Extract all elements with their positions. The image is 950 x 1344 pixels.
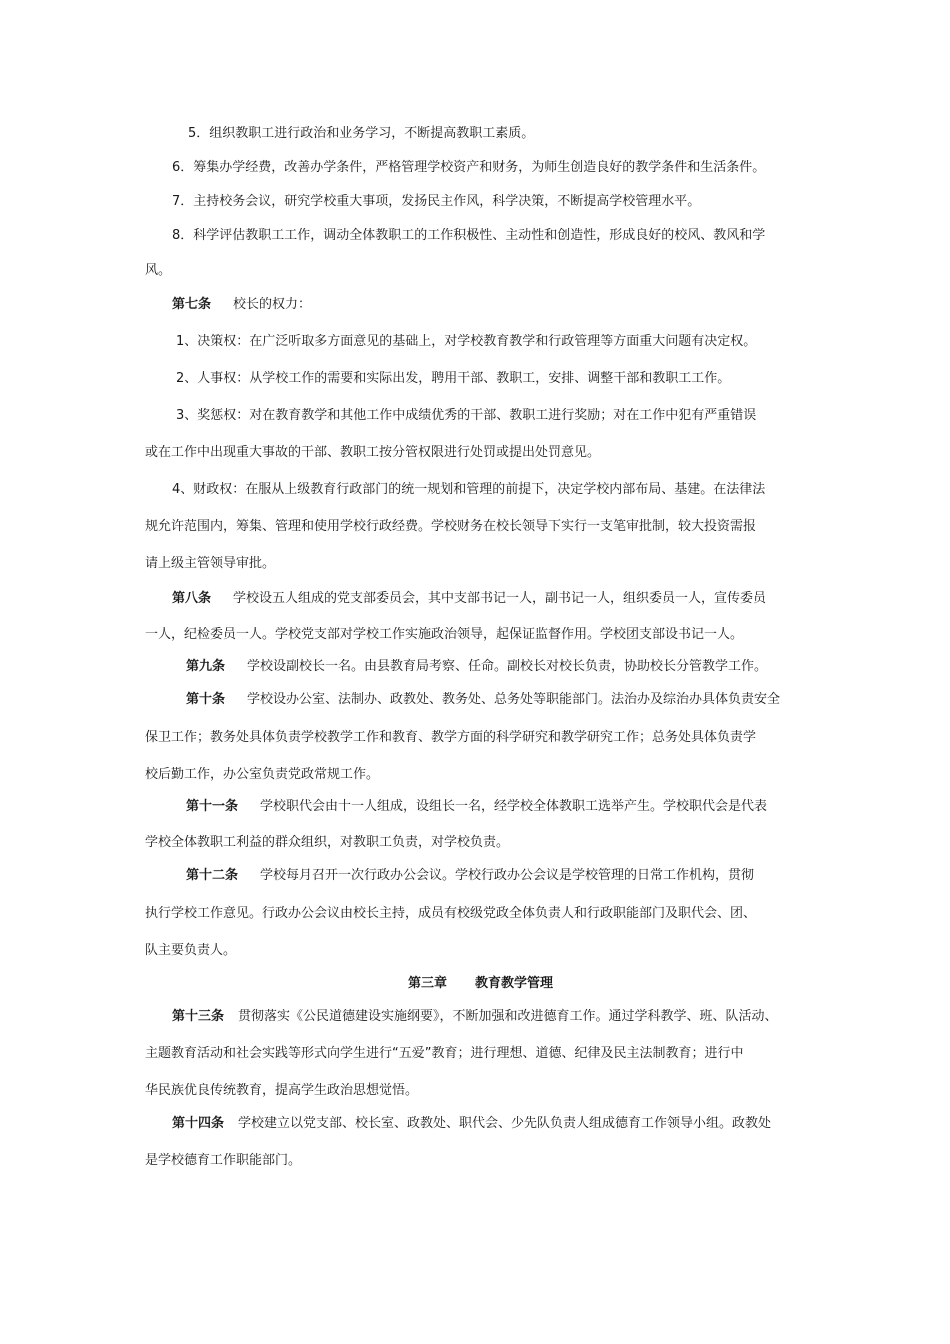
text-line: 一人，纪检委员一人。学校党支部对学校工作实施政治领导，起保证监督作用。学校团支部设书记一人。 — [145, 627, 744, 642]
article-11-line — [186, 798, 767, 816]
text-line: 6．筹集办学经费，改善办学条件，严格管理学校资产和财务，为师生创造良好的教学条件和生活条件。 — [172, 160, 766, 175]
article-7-line — [172, 296, 311, 314]
text-line: 请上级主管领导审批。 — [145, 556, 276, 571]
text-span: 学校设副校长一名。由县教育局考察、任命。副校长对校长负责，协助校长分管教学工作。 — [247, 659, 768, 674]
article-9-line — [186, 658, 767, 676]
chapter-title: 教育教学管理 — [475, 976, 554, 991]
article-8-line — [172, 590, 766, 608]
article-heading: 第九条 — [186, 659, 226, 674]
text-line: 校后勤工作，办公室负责党政常规工作。 — [145, 767, 380, 782]
text-line: 执行学校工作意见。行政办公会议由校长主持，成员有校级党政全体负责人和行政职能部门及职代会、团、 — [145, 906, 757, 921]
text-line: 保卫工作；教务处具体负责学校教学工作和教育、教学方面的科学研究和教学研究工作；总务处具体负责学 — [145, 730, 757, 745]
text-span: 学校设五人组成的党支部委员会，其中支部书记一人，副书记一人，组织委员一人，宣传委员 — [233, 591, 767, 606]
text-line: 4、财政权：在服从上级教育行政部门的统一规划和管理的前提下，决定学校内部布局、基建。在法律法 — [172, 482, 766, 497]
text-span: 学校建立以党支部、校长室、政教处、职代会、少先队负责人组成德育工作领导小组。政教处 — [238, 1116, 772, 1131]
text-span: 贯彻落实《公民道德建设实施纲要》，不断加强和改进德育工作。通过学科教学、班、队活动、 — [238, 1009, 778, 1024]
article-14-line — [172, 1115, 771, 1133]
chapter-number: 第三章 — [408, 976, 448, 991]
text-span: 校长的权力： — [233, 297, 312, 312]
chapter-heading — [408, 975, 553, 993]
text-line: 或在工作中出现重大事故的干部、教职工按分管权限进行处罚或提出处罚意见。 — [145, 445, 601, 460]
text-line: 学校全体教职工利益的群众组织，对教职工负责，对学校负责。 — [145, 835, 510, 850]
text-line: 5．组织教职工进行政治和业务学习，不断提高教职工素质。 — [188, 126, 535, 141]
text-line: 7．主持校务会议，研究学校重大事项，发扬民主作风，科学决策，不断提高学校管理水平。 — [172, 194, 701, 209]
article-heading: 第十条 — [186, 692, 226, 707]
text-line: 规允许范围内，筹集、管理和使用学校行政经费。学校财务在校长领导下实行一支笔审批制，较大投资需报 — [145, 519, 757, 534]
article-10-line — [186, 691, 780, 709]
text-line: 8．科学评估教职工工作，调动全体教职工的工作积极性、主动性和创造性，形成良好的校风、教风和学 — [172, 228, 766, 243]
article-12-line — [186, 867, 754, 885]
text-span: 学校每月召开一次行政办公会议。学校行政办公会议是学校管理的日常工作机构，贯彻 — [260, 868, 755, 883]
article-heading: 第十三条 — [172, 1009, 225, 1024]
article-13-line — [172, 1008, 778, 1026]
article-heading: 第七条 — [172, 297, 212, 312]
text-line: 风。 — [145, 263, 172, 278]
text-line: 队主要负责人。 — [145, 943, 237, 958]
text-span: 学校职代会由十一人组成，设组长一名，经学校全体教职工选举产生。学校职代会是代表 — [260, 799, 768, 814]
text-line: 2、人事权：从学校工作的需要和实际出发，聘用干部、教职工，安排、调整干部和教职工工作。 — [176, 371, 731, 386]
text-line: 主题教育活动和社会实践等形式向学生进行“五爱”教育；进行理想、道德、纪律及民主法制教育；进行中 — [145, 1046, 744, 1061]
article-heading: 第十一条 — [186, 799, 239, 814]
text-line: 1、决策权：在广泛听取多方面意见的基础上，对学校教育教学和行政管理等方面重大问题有决定权。 — [176, 334, 757, 349]
article-heading: 第八条 — [172, 591, 212, 606]
text-span: 学校设办公室、法制办、政教处、教务处、总务处等职能部门。法治办及综治办具体负责安全 — [247, 692, 781, 707]
text-line: 华民族优良传统教育，提高学生政治思想觉悟。 — [145, 1083, 419, 1098]
article-heading: 第十四条 — [172, 1116, 225, 1131]
text-line: 是学校德育工作职能部门。 — [145, 1153, 302, 1168]
text-line: 3、奖惩权：对在教育教学和其他工作中成绩优秀的干部、教职工进行奖励；对在工作中犯有严重错误 — [176, 408, 757, 423]
article-heading: 第十二条 — [186, 868, 239, 883]
